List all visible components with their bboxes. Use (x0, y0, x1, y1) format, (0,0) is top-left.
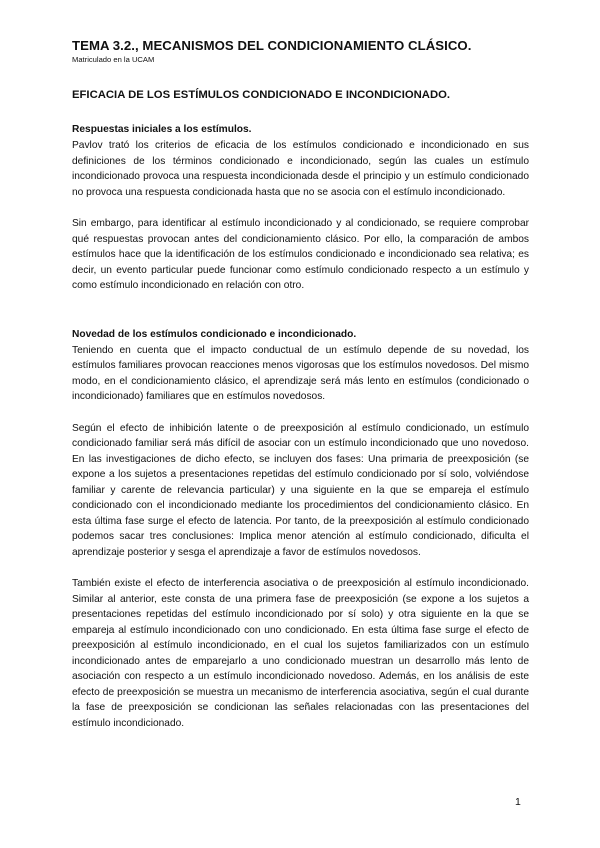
paragraph: Pavlov trató los criterios de eficacia de los estímulos condicionado e incondicionado en sus definiciones de los términos condicionado e incondicionado, según las cuales un estímulo incondicionado provoca una respuesta incondicionada desde el principio y un estímulo condicionado no provoca una respuesta condicionada hasta que no se asocia con el estímulo incondicionado. (72, 140, 529, 198)
section-heading: EFICACIA DE LOS ESTÍMULOS CONDICIONADO E INCONDICIONADO. (72, 89, 451, 101)
paragraph: Teniendo en cuenta que el impacto conductual de un estímulo depende de su novedad, los estímulos familiares provocan reacciones menos vigorosas que los estímulos novedosos. Del mismo modo, en el condicionamiento clásico, el aprendizaje será más lento en estímulos (condicionado o incondicionado) familiares que en estímulos novedosos. (72, 344, 529, 402)
document-title: TEMA 3.2., MECANISMOS DEL CONDICIONAMIENTO CLÁSICO. (72, 38, 472, 53)
paragraph: Según el efecto de inhibición latente o de preexposición al estímulo condicionado, un estímulo condicionado familiar será más difícil de asociar con un estímulo incondicionado que uno novedoso. En las investigaciones de dicho efecto, se incluyen dos fases: Una primaria de preexposición (se expone a los sujetos a presentaciones repetidas del estímulo condicionado por sí solo, volviéndose familiar y carente de relevancia particular) y una siguiente en la que se empareja el estímulo condicionado con el incondicionado mediante los procedimientos del condicionamiento clásico. En esta última fase surge el efecto de latencia. Por tanto, de la preexposición al estímulo condicionado podemos sacar tres conclusiones: Implica menor atención al estímulo condicionado, dificulta el aprendizaje posterior y sesga el aprendizaje a favor de estímulos novedosos. (72, 422, 529, 558)
document-subtitle: Matriculado en la UCAM (72, 55, 155, 64)
subsection-heading-initial-responses: Respuestas iniciales a los estímulos. (72, 124, 252, 135)
paragraph: Sin embargo, para identificar al estímulo incondicionado y al condicionado, se requiere comprobar qué respuestas provocan antes del condicionamiento clásico. Por ello, la comparación de ambos estímulos hace que la identificación de los estímulos condicionado e incondicionado sea relativa; es decir, un evento particular puede funcionar como estímulo condicionado respecto a un estímulo y como estímulo incondicionado en relación con otro. (72, 218, 529, 291)
subsection-heading-stimulus-novelty: Novedad de los estímulos condicionado e incondicionado. (72, 328, 357, 340)
paragraph: También existe el efecto de interferencia asociativa o de preexposición al estímulo incondicionado. Similar al anterior, este consta de una primera fase de preexposición (se expone a los sujetos a presentaciones repetidas del estímulo incondicionado por sí solo) y otra siguiente en la que se empareja al estímulo incondicionado con uno condicionado. En esta última fase surge el efecto de preexposición al estímulo incondicionado, en el cual los sujetos familiarizados con un estímulo incondicionado antes de emparejarlo a uno condicionado muestran un desarrollo más lento de asociación con respecto a un estímulo incondicionado novedoso. Además, en los análisis de este efecto de preexposición se muestra un mecanismo de interferencia asociativa, según el cual durante la fase de preexposición se condicionan las señales relacionadas con las presentaciones del estímulo incondicionado. (72, 578, 529, 729)
page-number: 1 (515, 796, 521, 808)
document-page (72, 38, 529, 747)
